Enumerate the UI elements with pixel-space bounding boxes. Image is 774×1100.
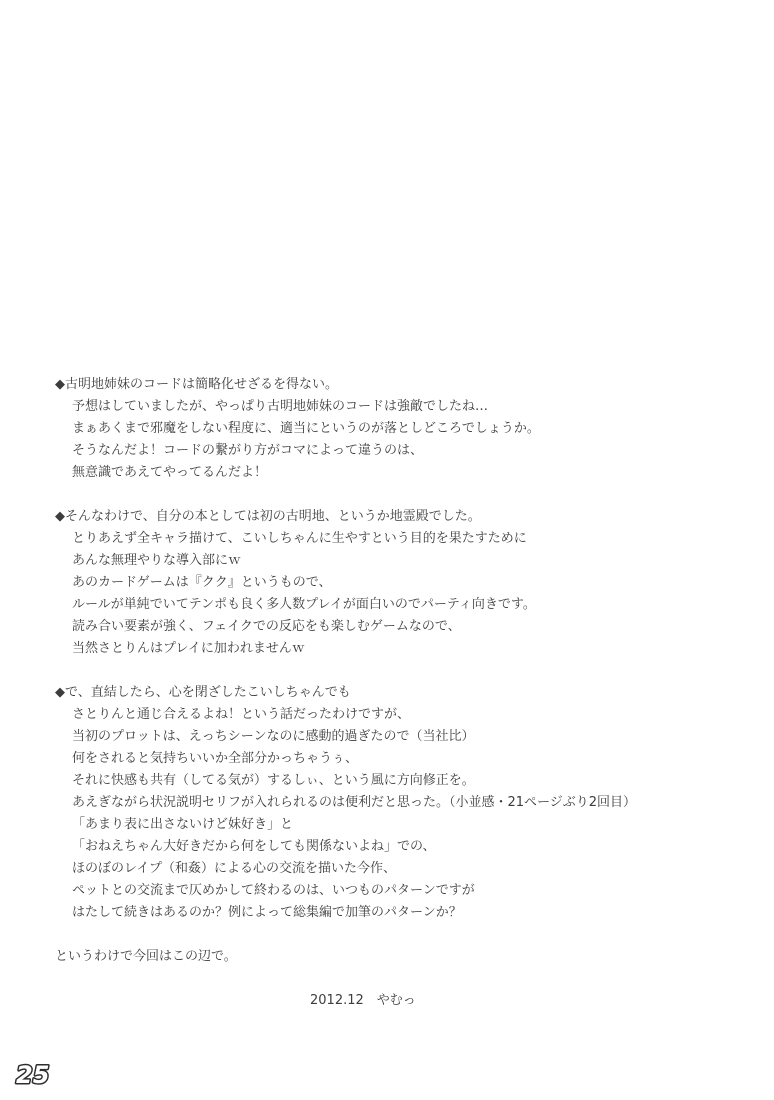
afterword-line: はたして続きはあるのか？例によって総集編で加筆のパターンか？	[72, 905, 462, 920]
afterword-line: あえぎながら状況説明セリフが入れられるのは便利だと思った。（小並感・21ページぶり2回目）	[72, 795, 637, 810]
afterword-line: あんな無理やりな導入部にｗ	[72, 553, 242, 568]
page-number	[12, 1058, 72, 1092]
afterword-line: 「あまり表に出さないけど妹好き」と	[72, 817, 294, 832]
afterword-section-1	[55, 374, 715, 484]
page-number-text: 25	[16, 1061, 50, 1089]
afterword-line: ◆で、直結したら、心を閉ざしたこいしちゃんでも	[55, 685, 351, 700]
afterword-line: 「おねえちゃん大好きだから何をしても関係ないよね」での、	[72, 839, 436, 854]
afterword-line: とりあえず全キャラ描けて、こいしちゃんに生やすという目的を果たすために	[72, 531, 527, 546]
afterword-line: そうなんだよ！コードの繋がり方がコマによって違うのは、	[72, 443, 424, 458]
afterword-text	[55, 374, 715, 1012]
afterword-line: まぁあくまで邪魔をしない程度に、適当にというのが落としどころでしょうか。	[72, 421, 540, 436]
closing-line: というわけで今回はこの辺で。	[55, 949, 237, 964]
afterword-line: ペットとの交流まで仄めかして終わるのは、いつものパターンですが	[72, 883, 475, 898]
afterword-line: あのカードゲームは『クク』というもので、	[72, 575, 332, 590]
signature-line: 2012.12 やむっ	[310, 993, 416, 1008]
afterword-line: ルールが単純でいてテンポも良く多人数プレイが面白いのでパーティ向きです。	[72, 597, 536, 612]
afterword-line: 当初のプロットは、えっちシーンなのに感動的過ぎたので（当社比）	[72, 729, 475, 744]
afterword-line: さとりんと通じ合えるよね！という話だったわけですが、	[72, 707, 411, 722]
afterword-line: ◆そんなわけで、自分の本としては初の古明地、というか地霊殿でした。	[55, 509, 481, 524]
afterword-line: 予想はしていましたが、やっぱり古明地姉妹のコードは強敵でしたね…	[72, 399, 489, 414]
afterword-line: それに快感も共有（してる気が）するしぃ、という風に方向修正を。	[72, 773, 475, 788]
afterword-line: 読み合い要素が強く、フェイクでの反応をも楽しむゲームなので、	[72, 619, 461, 634]
afterword-line: 無意識であえてやってるんだよ！	[72, 465, 268, 480]
afterword-line: ほのぼのレイプ（和姦）による心の交流を描いた今作、	[72, 861, 396, 876]
afterword-line: 当然さとりんはプレイに加われませんｗ	[72, 641, 305, 656]
afterword-line: ◆古明地姉妹のコードは簡略化せざるを得ない。	[55, 377, 338, 392]
page-number-graphic	[12, 1058, 72, 1092]
afterword-section-2	[55, 506, 715, 660]
afterword-line: 何をされると気持ちいいか全部分かっちゃうぅ、	[72, 751, 359, 766]
afterword-section-3	[55, 682, 715, 924]
